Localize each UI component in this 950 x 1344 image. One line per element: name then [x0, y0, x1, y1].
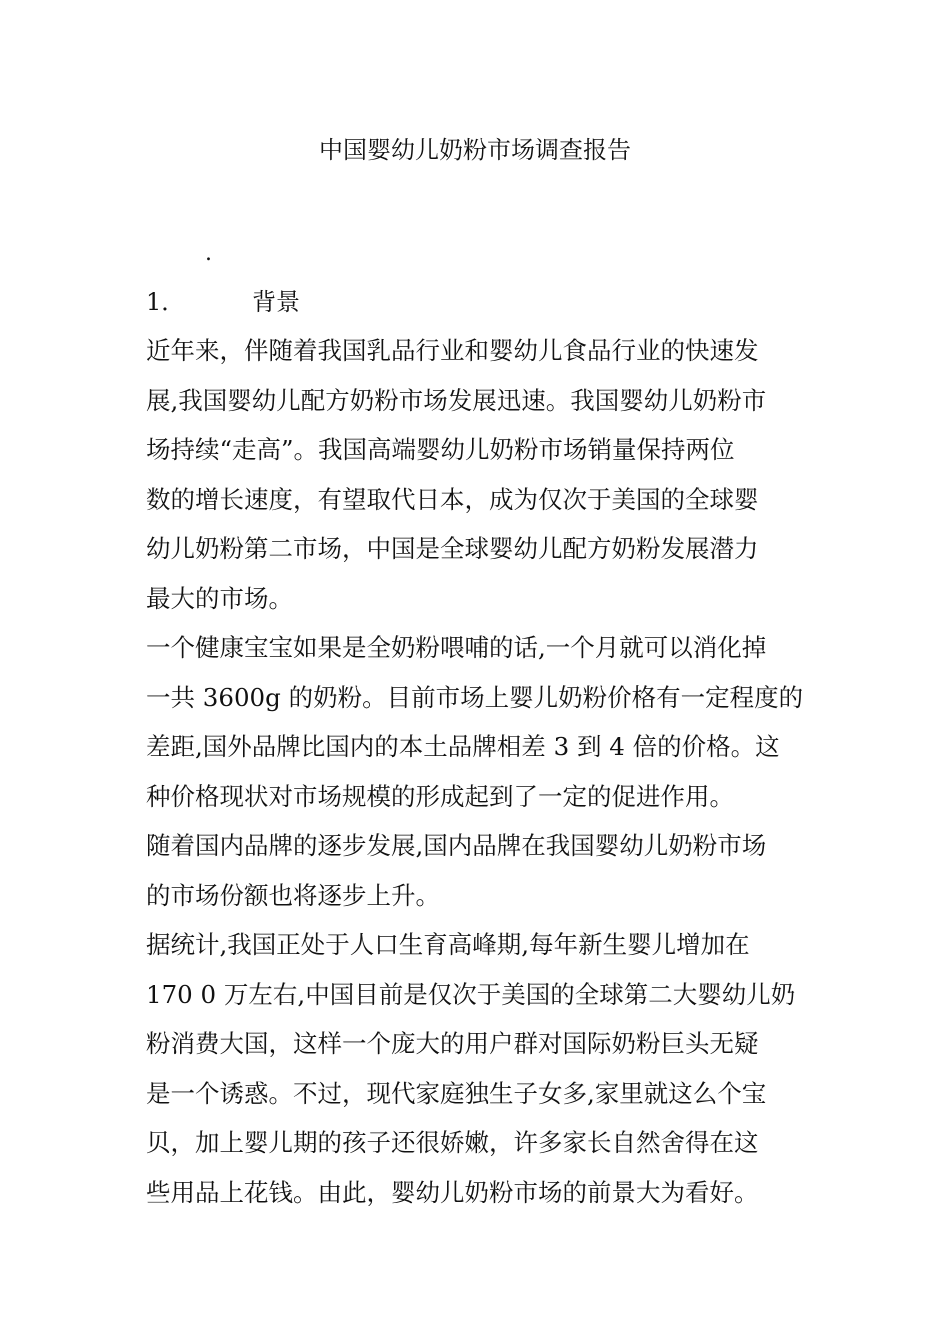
section-heading-label: 背景 [252, 288, 300, 316]
text-line: 粉消费大国，这样一个庞大的用户群对国际奶粉巨头无疑 [146, 1029, 759, 1058]
text-line: 差距,国外品牌比国内的本土品牌相差 3 到 4 倍的价格。这 [146, 732, 780, 761]
text-line: 种价格现状对市场规模的形成起到了一定的促进作用。 [146, 781, 734, 811]
stray-mark: . [205, 241, 212, 266]
text-line: 近年来，伴随着我国乳品行业和婴幼儿食品行业的快速发 [146, 336, 759, 365]
section-heading [146, 284, 300, 320]
text-line: 是一个诱惑。不过，现代家庭独生子女多,家里就这么个宝 [146, 1078, 767, 1108]
section-number: 1． [146, 288, 186, 316]
text-line: 据统计,我国正处于人口生育高峰期,每年新生婴儿增加在 [146, 930, 750, 959]
text-line: 场持续“走高”。我国高端婴幼儿奶粉市场销量保持两位 [146, 435, 735, 464]
text-line: 最大的市场。 [146, 583, 293, 613]
body-text [146, 326, 826, 1217]
document-title: 中国婴幼儿奶粉市场调查报告 [319, 136, 631, 164]
text-line: 数的增长速度，有望取代日本，成为仅次于美国的全球婴 [146, 484, 759, 514]
text-line: 170 0 万左右,中国目前是仅次于美国的全球第二大婴幼儿奶 [146, 979, 796, 1009]
text-line: 一共 3600g 的奶粉。目前市场上婴儿奶粉价格有一定程度的 [146, 682, 804, 712]
text-line: 些用品上花钱。由此，婴幼儿奶粉市场的前景大为看好。 [146, 1177, 759, 1207]
text-line: 贝，加上婴儿期的孩子还很娇嫩，许多家长自然舍得在这 [146, 1128, 759, 1157]
text-line: 幼儿奶粉第二市场，中国是全球婴幼儿配方奶粉发展潜力 [146, 534, 759, 563]
text-line: 的市场份额也将逐步上升。 [146, 880, 440, 910]
text-line: 展,我国婴幼儿配方奶粉市场发展迅速。我国婴幼儿奶粉市 [146, 385, 767, 415]
text-line: 一个健康宝宝如果是全奶粉喂哺的话,一个月就可以消化掉 [146, 633, 767, 662]
text-line: 随着国内品牌的逐步发展,国内品牌在我国婴幼儿奶粉市场 [146, 831, 767, 860]
